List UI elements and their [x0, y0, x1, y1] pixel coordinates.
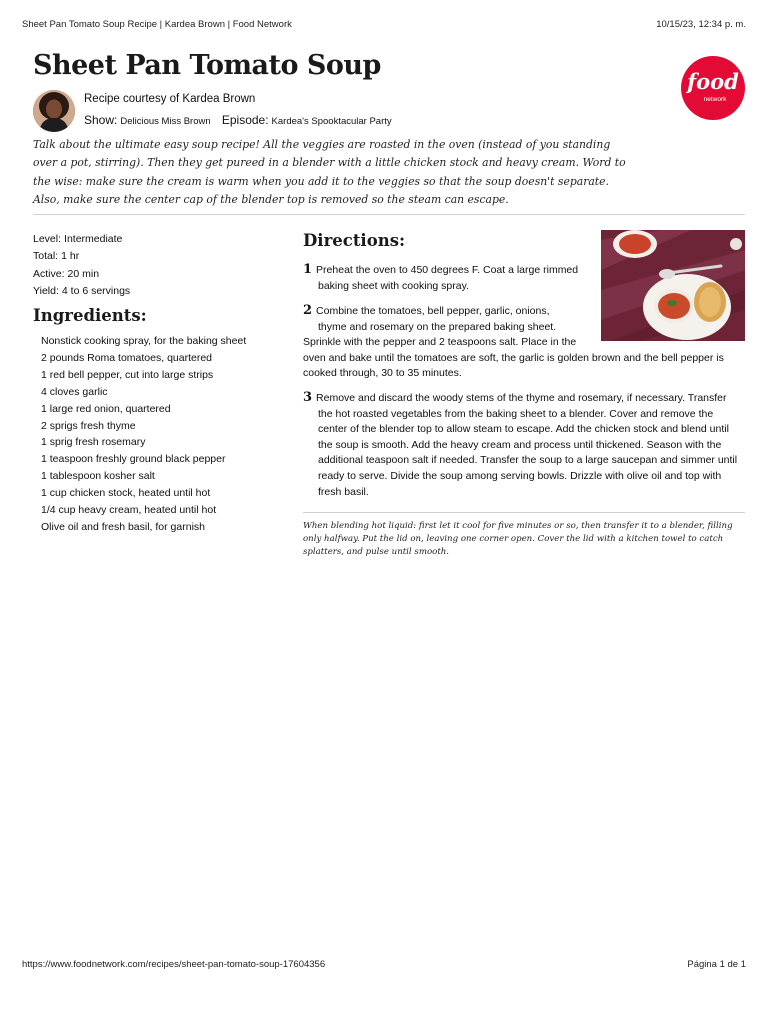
divider [303, 512, 745, 513]
print-datetime: 10/15/23, 12:34 p. m. [656, 19, 746, 30]
logo-word: food [687, 69, 739, 94]
show-value[interactable]: Delicious Miss Brown [120, 116, 211, 127]
food-network-logo[interactable] [681, 56, 745, 120]
ingredient-item: 2 sprigs fresh thyme [41, 419, 136, 432]
ingredient-item: 1 teaspoon freshly ground black pepper [41, 453, 226, 466]
ingredient-item: 4 cloves garlic [41, 385, 108, 398]
ingredient-item: 1 red bell pepper, cut into large strips [41, 368, 214, 381]
print-url[interactable]: https://www.foodnetwork.com/recipes/sheet-pan-tomato-soup-17604356 [22, 959, 326, 970]
meta-level: Level: Intermediate [33, 233, 123, 245]
ingredient-item: 1 tablespoon kosher salt [41, 470, 155, 483]
ingredient-item: 1 sprig fresh rosemary [41, 436, 146, 449]
ingredient-item: 2 pounds Roma tomatoes, quartered [41, 351, 213, 364]
direction-step-3: 3 Remove and discard the woody stems of the thyme and rosemary, if necessary. Transfer the hot roasted vegetables from the baking sheet to a blender. Cover and remove the center of the blender top to allow steam to escape. Add the chicken stock and blend until the soup is smooth. Add the heavy cream and process until thickened. Season with the additional teaspoon salt if needed. Transfer the soup to a large saucepan and simmer until ready to serve. Divide the soup among serving bowls. Drizzle with olive oil and top with fresh basil. [303, 390, 738, 498]
ingredient-item: Olive oil and fresh basil, for garnish [41, 520, 205, 533]
show-label: Show: [84, 113, 118, 127]
meta-total: Total: 1 hr [33, 250, 80, 263]
print-header [22, 19, 746, 30]
ingredient-item: 1 large red onion, quartered [41, 402, 171, 415]
directions-heading: Directions: [303, 231, 406, 250]
episode-label: Episode: [221, 113, 269, 127]
print-page-title: Sheet Pan Tomato Soup Recipe | Kardea Brown | Food Network [22, 19, 292, 30]
recipe-courtesy[interactable]: Recipe courtesy of Kardea Brown [84, 93, 256, 105]
episode-value[interactable]: Kardea's Spooktacular Party [271, 116, 392, 127]
print-page-number: Página 1 de 1 [687, 959, 746, 970]
show-episode-line [84, 113, 400, 127]
direction-step-2: 2 Combine the tomatoes, bell pepper, garlic, onions, thyme and rosemary on the prepared baking sheet. Sprinkle with the pepper and 2 teaspoons salt. Place in the oven and bake until the tomatoes are soft, the garlic is golden brown and the bell pepper is cooked through, 30 to 35 minutes. [303, 303, 724, 380]
ingredient-item: 1 cup chicken stock, heated until hot [41, 487, 211, 500]
meta-yield: Yield: 4 to 6 servings [33, 284, 131, 297]
divider [33, 214, 745, 215]
recipe-intro: Talk about the ultimate easy soup recipe! All the veggies are roasted in the oven (instead of you standing over a pot, stirring). Then they get pureed in a blender with a little chicken stock and heavy cream. Word to the wise: make sure the cream is warm when you add it to the veggies so that the soup doesn't separate. Also, make sure the center cap of the blender top is removed so the steam can escape. [33, 138, 626, 206]
step-number: 2 [303, 303, 313, 318]
logo-subword: network [703, 96, 727, 103]
ingredient-item: 1/4 cup heavy cream, heated until hot [41, 504, 217, 517]
recipe-note: When blending hot liquid: first let it cool for five minutes or so, then transfer it to a blender, filling only halfway. Put the lid on, leaving one corner open. Cover the lid with a kitchen towel to catch splatters, and pulse until smooth. [303, 521, 733, 557]
direction-step-1: 1 Preheat the oven to 450 degrees F. Coat a large rimmed baking sheet with cooking spray. [303, 262, 579, 292]
print-footer [22, 959, 746, 970]
recipe-meta [33, 231, 130, 300]
ingredients-heading: Ingredients: [33, 306, 147, 325]
ingredient-item: Nonstick cooking spray, for the baking sheet [41, 335, 247, 347]
meta-active: Active: 20 min [33, 267, 100, 280]
author-avatar [33, 90, 75, 132]
ingredients-list [41, 333, 246, 536]
recipe-title: Sheet Pan Tomato Soup [33, 50, 381, 81]
step-number: 1 [303, 262, 313, 277]
step-number: 3 [303, 390, 313, 405]
